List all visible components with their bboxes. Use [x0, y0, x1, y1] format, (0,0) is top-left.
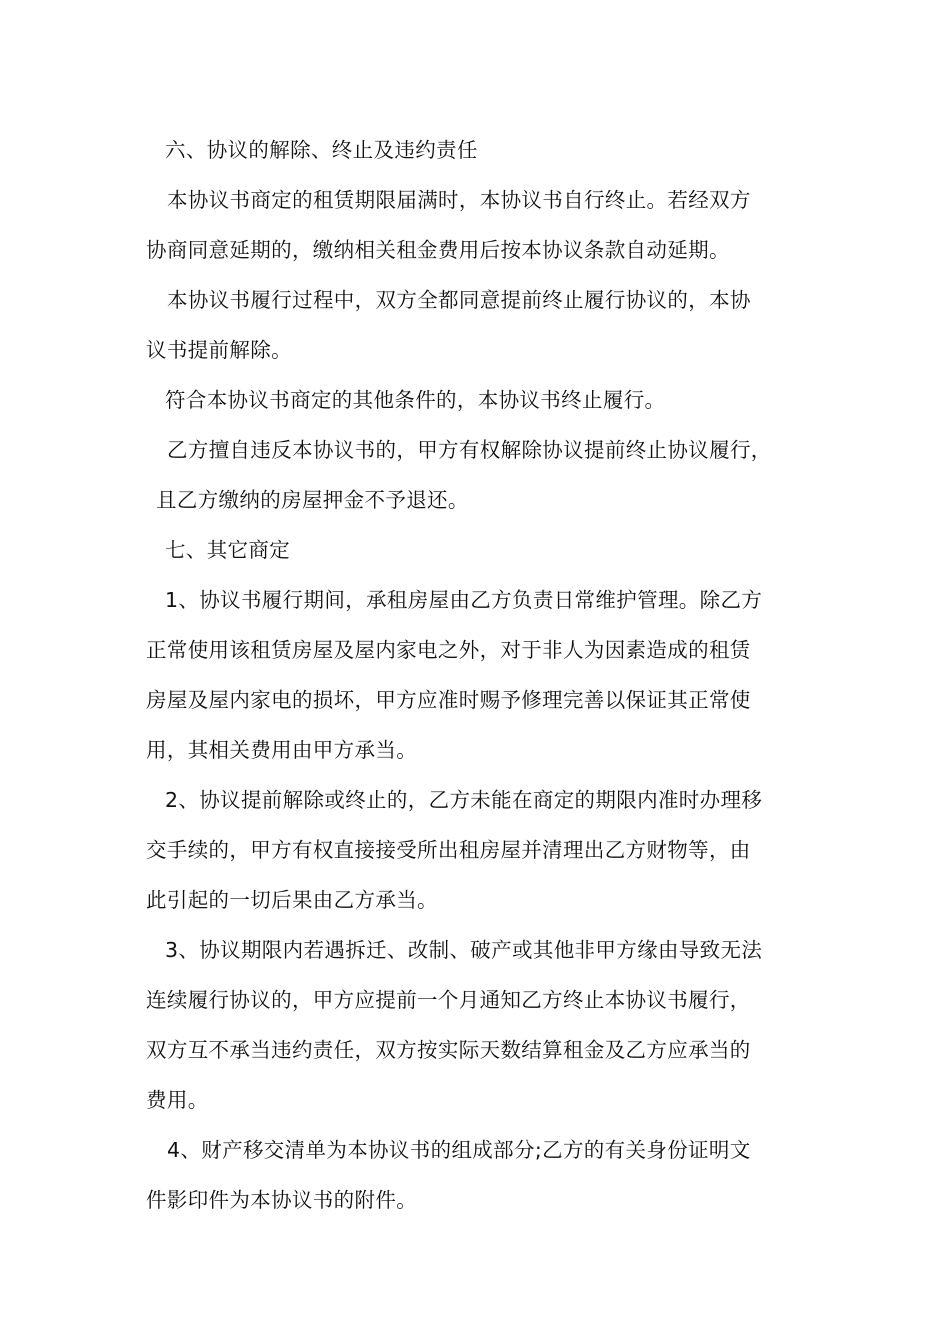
- paragraph-line: 且乙方缴纳的房屋押金不予退还。: [156, 488, 469, 512]
- paragraph-line: 房屋及屋内家电的损坏，甲方应准时赐予修理完善以保证其正常使: [146, 688, 751, 712]
- paragraph-line: 4、财产移交清单为本协议书的组成部分;乙方的有关身份证明文: [167, 1138, 751, 1162]
- paragraph-line: 正常使用该租赁房屋及屋内家电之外，对于非人为因素造成的租赁: [146, 638, 751, 662]
- paragraph-line: 此引起的一切后果由乙方承当。: [146, 888, 438, 912]
- paragraph-line: 本协议书商定的租赁期限届满时，本协议书自行终止。若经双方: [167, 188, 751, 212]
- paragraph-line: 议书提前解除。: [146, 338, 292, 362]
- paragraph-line: 乙方擅自违反本协议书的，甲方有权解除协议提前终止协议履行，: [167, 438, 772, 462]
- paragraph-line: 2、协议提前解除或终止的，乙方未能在商定的期限内准时办理移: [165, 788, 763, 812]
- section-heading-seven: 七、其它商定: [165, 538, 291, 562]
- section-heading-six: 六、协议的解除、终止及违约责任: [165, 138, 478, 162]
- paragraph-line: 3、协议期限内若遇拆迁、改制、破产或其他非甲方缘由导致无法: [165, 938, 763, 962]
- paragraph-line: 连续履行协议的，甲方应提前一个月通知乙方终止本协议书履行，: [146, 988, 751, 1012]
- paragraph-line: 件影印件为本协议书的附件。: [146, 1188, 418, 1212]
- paragraph-line: 1、协议书履行期间，承租房屋由乙方负责日常维护管理。除乙方: [165, 588, 763, 612]
- paragraph-line: 双方互不承当违约责任，双方按实际天数结算租金及乙方应承当的: [146, 1038, 751, 1062]
- paragraph-line: 费用。: [146, 1088, 209, 1112]
- paragraph-line: 本协议书履行过程中，双方全都同意提前终止履行协议的，本协: [167, 288, 751, 312]
- paragraph-line: 用，其相关费用由甲方承当。: [146, 738, 418, 762]
- paragraph-line: 协商同意延期的，缴纳相关租金费用后按本协议条款自动延期。: [146, 238, 730, 262]
- paragraph-line: 符合本协议书商定的其他条件的，本协议书终止履行。: [165, 388, 666, 412]
- paragraph-line: 交手续的，甲方有权直接接受所出租房屋并清理出乙方财物等，由: [146, 838, 751, 862]
